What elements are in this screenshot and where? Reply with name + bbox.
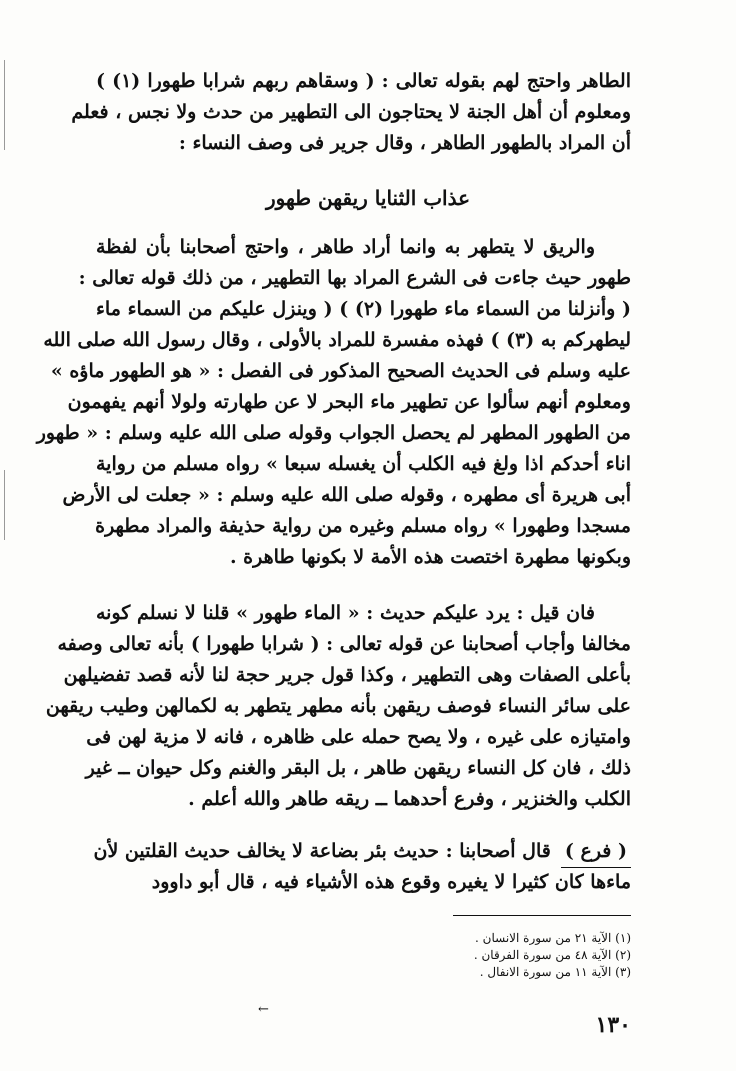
- text-line: طهور حيث جاءت فى الشرع المراد بها التطهير ، من ذلك قوله تعالى :: [78, 267, 631, 289]
- far-label: ( فرع ): [561, 836, 631, 868]
- paragraph-main: [36, 232, 631, 573]
- text-line: ( وأنزلنا من السماء ماء طهورا (٢) ) ( وينزل عليكم من السماء ماء: [96, 298, 631, 320]
- text-line: الطاهر واحتج لهم بقوله تعالى : ( وسقاهم ربهم شرابا طهورا (١) ): [96, 70, 631, 92]
- text-line: ماءها كان كثيرا لا يغيره وقوع هذه الأشياء فيه ، قال أبو داوود: [151, 871, 631, 893]
- far-line: [93, 836, 631, 867]
- footnotes: [371, 930, 631, 981]
- text-line: بأعلى الصفات وهى التطهير ، وكذا قول جرير حجة لنا لأنه قصد تفضيلهن: [63, 664, 631, 686]
- verse-heading: عذاب الثنايا ريقهن طهور: [265, 186, 471, 210]
- text-line: على سائر النساء فوصف ريقهن بأنه مطهر يتطهر به لكمالهن وطيب ريقهن: [45, 695, 631, 717]
- text-line: اناء أحدكم اذا ولغ فيه الكلب أن يغسله سبعا » رواه مسلم من رواية: [96, 453, 631, 475]
- text-line: مسجدا وطهورا » رواه مسلم وغيره من رواية حذيفة والمراد مطهرة: [95, 515, 631, 537]
- text-line: أن المراد بالطهور الطاهر ، وقال جرير فى وصف النساء :: [178, 132, 631, 154]
- far-text: قال أصحابنا : حديث بئر بضاعة لا يخالف حديث القلتين لأن: [93, 840, 551, 862]
- footnote: (١) الآية ٢١ من سورة الانسان .: [475, 931, 631, 945]
- text-line: ومعلوم أن أهل الجنة لا يحتاجون الى التطهير من حدث ولا نجس ، فعلم: [71, 101, 631, 123]
- text-line: وبكونها مطهرة اختصت هذه الأمة لا بكونها طاهرة .: [229, 546, 631, 568]
- footnote-rule: [453, 915, 631, 916]
- text-line: والريق لا يتطهر به وانما أراد طاهر ، واحتج أصحابنا بأن لفظة: [96, 236, 595, 258]
- text-line: أبى هريرة أى مطهره ، وقوله صلى الله عليه وسلم : « جعلت لى الأرض: [62, 484, 631, 506]
- scan-edge-mark: [4, 470, 5, 540]
- paragraph-objection: [45, 598, 631, 815]
- text-line: فان قيل : يرد عليكم حديث : « الماء طهور » قلنا لا نسلم كونه: [96, 602, 595, 624]
- text-line: من الطهور المطهر لم يحصل الجواب وقوله صلى الله عليه وسلم : « طهور: [36, 422, 631, 444]
- text-line: مخالفا وأجاب أصحابنا عن قوله تعالى : ( شرابا طهورا ) بأنه تعالى وصفه: [57, 633, 631, 655]
- text-line: الكلب والخنزير ، وفرع أحدهما ــ ريقه طاهر والله أعلم .: [188, 788, 631, 810]
- text-line: عليه وسلم فى الحديث الصحيح المذكور فى الفصل : « هو الطهور ماؤه »: [50, 360, 631, 382]
- footnote: (٢) الآية ٤٨ من سورة الفرقان .: [473, 948, 631, 962]
- scan-edge-mark: [4, 60, 5, 150]
- paragraph-far: [93, 836, 631, 898]
- text-line: ليطهركم به (٣) ) فهذه مفسرة للمراد بالأولى ، وقال رسول الله صلى الله: [43, 329, 631, 351]
- text-line: ذلك ، فان كل النساء ريقهن طاهر ، بل البقر والغنم وكل حيوان ــ غير: [85, 757, 631, 779]
- text-line: وامتيازه على غيره ، ولا يصح حمله على ظاهره ، فانه لا مزية لهن فى: [86, 726, 631, 748]
- page-number: ١٣٠: [595, 1012, 631, 1038]
- footnote: (٣) الآية ١١ من سورة الانفال .: [479, 965, 631, 979]
- arrow-mark: ←: [258, 1002, 269, 1017]
- text-line: ومعلوم أنهم سألوا عن تطهير ماء البحر لا عن طهارته ولولا أنهم يفهمون: [67, 391, 631, 413]
- paragraph-top: [71, 66, 631, 159]
